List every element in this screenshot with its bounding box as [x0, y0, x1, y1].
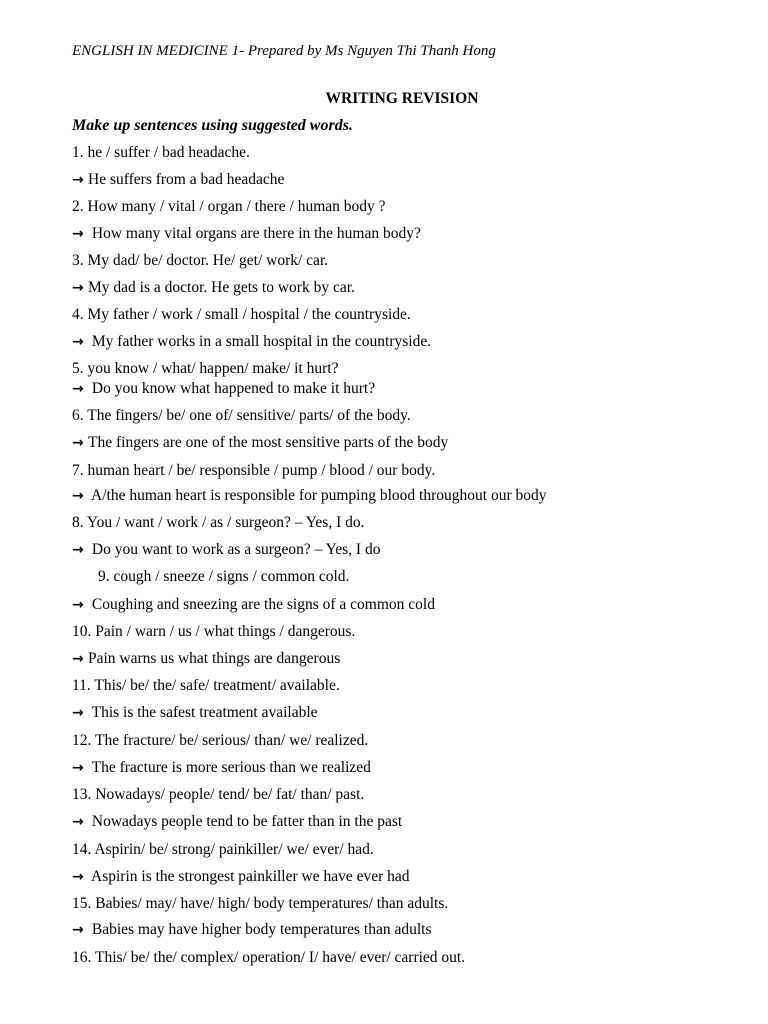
- prompt-line: 6. The fingers/ be/ one of/ sensitive/ parts/ of the body.: [72, 407, 411, 424]
- answer-line: [72, 868, 410, 886]
- prompt-line: 1. he / suffer / bad headache.: [72, 144, 250, 161]
- answer-line: [72, 759, 371, 777]
- prompt-line: 10. Pain / warn / us / what things / dangerous.: [72, 623, 356, 640]
- answer-line: [72, 333, 431, 351]
- answer-text: Do you want to work as a surgeon? – Yes, I do: [88, 541, 381, 558]
- prompt-line: 2. How many / vital / organ / there / human body ?: [72, 198, 386, 215]
- prompt-line: 12. The fracture/ be/ serious/ than/ we/ realized.: [72, 732, 369, 749]
- answer-line: [72, 171, 284, 189]
- answer-text: My dad is a doctor. He gets to work by car.: [88, 279, 355, 296]
- prompt-line: 13. Nowadays/ people/ tend/ be/ fat/ than/ past.: [72, 786, 365, 803]
- answer-line: [72, 596, 435, 614]
- answer-line: [72, 225, 421, 243]
- prompt-line: 16. This/ be/ the/ complex/ operation/ I/ have/ ever/ carried out.: [72, 949, 466, 966]
- answer-line: [72, 704, 318, 722]
- prompt-line: 8. You / want / work / as / surgeon? – Yes, I do.: [72, 514, 365, 531]
- arrow-icon: →: [72, 760, 84, 776]
- answer-text: Aspirin is the strongest painkiller we have ever had: [88, 868, 410, 885]
- answer-text: He suffers from a bad headache: [88, 171, 285, 188]
- prompt-line: 7. human heart / be/ responsible / pump / blood / our body.: [72, 462, 436, 479]
- answer-text: Do you know what happened to make it hurt?: [88, 380, 376, 397]
- answer-line: [72, 279, 355, 297]
- page-header: ENGLISH IN MEDICINE 1- Prepared by Ms Nguyen Thi Thanh Hong: [72, 43, 496, 59]
- prompt-line: 4. My father / work / small / hospital / the countryside.: [72, 306, 411, 323]
- prompt-line: 5. you know / what/ happen/ make/ it hurt?: [72, 360, 339, 377]
- arrow-icon: →: [72, 226, 84, 242]
- arrow-icon: →: [72, 922, 84, 938]
- arrow-icon: →: [72, 542, 84, 558]
- answer-text: The fingers are one of the most sensitive parts of the body: [88, 434, 449, 451]
- arrow-icon: →: [72, 334, 84, 350]
- answer-text: This is the safest treatment available: [88, 704, 318, 721]
- answer-text: Babies may have higher body temperatures than adults: [88, 921, 432, 938]
- prompt-line: 11. This/ be/ the/ safe/ treatment/ available.: [72, 677, 340, 694]
- arrow-icon: →: [72, 597, 84, 613]
- answer-line: [72, 813, 402, 831]
- answer-line: [72, 650, 340, 668]
- arrow-icon: →: [72, 869, 84, 885]
- answer-line: [72, 487, 546, 505]
- answer-text: Pain warns us what things are dangerous: [88, 650, 341, 667]
- page-title: WRITING REVISION: [325, 90, 479, 107]
- answer-text: How many vital organs are there in the human body?: [88, 225, 421, 242]
- answer-text: A/the human heart is responsible for pumping blood throughout our body: [88, 487, 547, 504]
- answer-line: [72, 921, 431, 939]
- arrow-icon: →: [72, 814, 84, 830]
- instruction-text: Make up sentences using suggested words.: [72, 117, 353, 134]
- answer-line: [72, 434, 448, 452]
- arrow-icon: →: [72, 651, 84, 667]
- prompt-line: 3. My dad/ be/ doctor. He/ get/ work/ car.: [72, 252, 329, 269]
- arrow-icon: →: [72, 172, 84, 188]
- arrow-icon: →: [72, 280, 84, 296]
- arrow-icon: →: [72, 381, 84, 397]
- answer-text: The fracture is more serious than we realized: [88, 759, 371, 776]
- prompt-line: 9. cough / sneeze / signs / common cold.: [98, 568, 350, 585]
- answer-line: [72, 380, 375, 398]
- arrow-icon: →: [72, 435, 84, 451]
- arrow-icon: →: [72, 705, 84, 721]
- answer-text: Coughing and sneezing are the signs of a common cold: [88, 596, 435, 613]
- answer-line: [72, 541, 380, 559]
- prompt-line: 14. Aspirin/ be/ strong/ painkiller/ we/ ever/ had.: [72, 841, 374, 858]
- answer-text: My father works in a small hospital in the countryside.: [88, 333, 432, 350]
- prompt-line: 15. Babies/ may/ have/ high/ body temperatures/ than adults.: [72, 895, 449, 912]
- answer-text: Nowadays people tend to be fatter than in the past: [88, 813, 403, 830]
- arrow-icon: →: [72, 488, 84, 504]
